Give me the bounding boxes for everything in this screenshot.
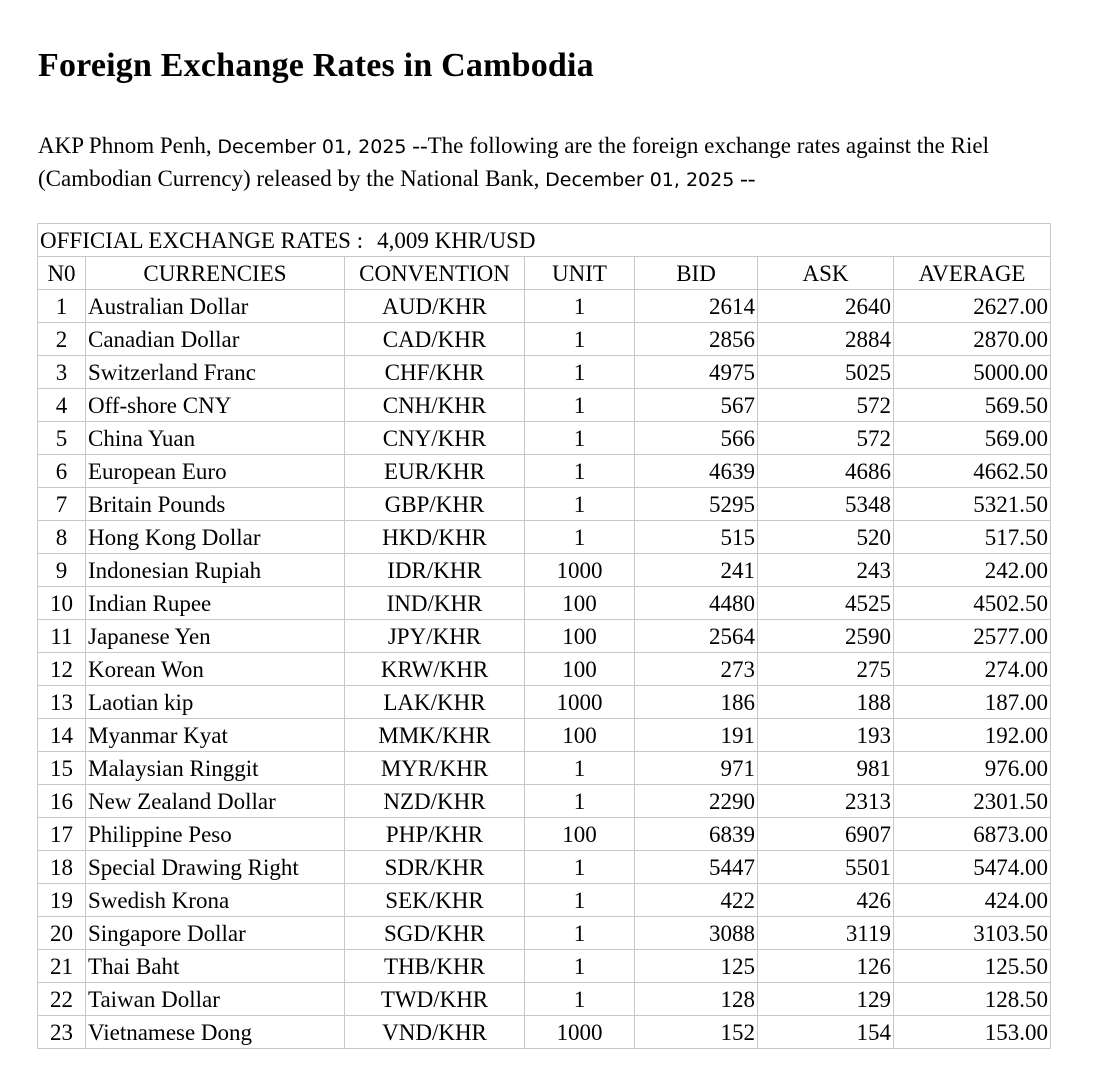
table-row bbox=[38, 653, 1051, 686]
currency-name: Australian Dollar bbox=[86, 290, 345, 323]
currency-convention: THB/KHR bbox=[345, 950, 525, 983]
currency-convention: IND/KHR bbox=[345, 587, 525, 620]
table-row bbox=[38, 389, 1051, 422]
currency-unit: 1 bbox=[525, 983, 635, 1016]
average-rate: 274.00 bbox=[894, 653, 1051, 686]
intro-middle: --The following are the foreign exchange rates against the Riel (Cambodian Currency) released by the National Bank, bbox=[38, 133, 989, 191]
row-number: 6 bbox=[38, 455, 86, 488]
currency-name: Laotian kip bbox=[86, 686, 345, 719]
row-number: 3 bbox=[38, 356, 86, 389]
currency-convention: SEK/KHR bbox=[345, 884, 525, 917]
table-row bbox=[38, 884, 1051, 917]
currency-convention: KRW/KHR bbox=[345, 653, 525, 686]
intro-date-2: December 01, 2025 bbox=[545, 169, 735, 191]
bid-rate: 6839 bbox=[635, 818, 758, 851]
currency-convention: CNH/KHR bbox=[345, 389, 525, 422]
currency-name: Canadian Dollar bbox=[86, 323, 345, 356]
table-row bbox=[38, 620, 1051, 653]
average-rate: 125.50 bbox=[894, 950, 1051, 983]
average-rate: 4662.50 bbox=[894, 455, 1051, 488]
ask-rate: 572 bbox=[758, 389, 894, 422]
currency-convention: VND/KHR bbox=[345, 1016, 525, 1049]
row-number: 22 bbox=[38, 983, 86, 1016]
header-unit: UNIT bbox=[525, 257, 635, 290]
ask-rate: 5501 bbox=[758, 851, 894, 884]
currency-convention: MMK/KHR bbox=[345, 719, 525, 752]
table-row bbox=[38, 554, 1051, 587]
currency-name: Indian Rupee bbox=[86, 587, 345, 620]
ask-rate: 4525 bbox=[758, 587, 894, 620]
header-no: N0 bbox=[38, 257, 86, 290]
bid-rate: 241 bbox=[635, 554, 758, 587]
header-average: AVERAGE bbox=[894, 257, 1051, 290]
table-row bbox=[38, 521, 1051, 554]
currency-unit: 1 bbox=[525, 752, 635, 785]
currency-unit: 1 bbox=[525, 422, 635, 455]
average-rate: 5000.00 bbox=[894, 356, 1051, 389]
currency-convention: PHP/KHR bbox=[345, 818, 525, 851]
ask-rate: 6907 bbox=[758, 818, 894, 851]
currency-unit: 1 bbox=[525, 884, 635, 917]
row-number: 4 bbox=[38, 389, 86, 422]
currency-name: Hong Kong Dollar bbox=[86, 521, 345, 554]
bid-rate: 3088 bbox=[635, 917, 758, 950]
average-rate: 6873.00 bbox=[894, 818, 1051, 851]
table-row bbox=[38, 719, 1051, 752]
row-number: 19 bbox=[38, 884, 86, 917]
bid-rate: 566 bbox=[635, 422, 758, 455]
ask-rate: 243 bbox=[758, 554, 894, 587]
row-number: 16 bbox=[38, 785, 86, 818]
row-number: 7 bbox=[38, 488, 86, 521]
bid-rate: 567 bbox=[635, 389, 758, 422]
page-title: Foreign Exchange Rates in Cambodia bbox=[38, 47, 594, 84]
average-rate: 517.50 bbox=[894, 521, 1051, 554]
currency-convention: GBP/KHR bbox=[345, 488, 525, 521]
header-currencies: CURRENCIES bbox=[86, 257, 345, 290]
ask-rate: 5348 bbox=[758, 488, 894, 521]
row-number: 20 bbox=[38, 917, 86, 950]
bid-rate: 515 bbox=[635, 521, 758, 554]
currency-unit: 1 bbox=[525, 290, 635, 323]
currency-unit: 100 bbox=[525, 653, 635, 686]
average-rate: 128.50 bbox=[894, 983, 1051, 1016]
ask-rate: 2590 bbox=[758, 620, 894, 653]
table-row bbox=[38, 818, 1051, 851]
currency-name: Off-shore CNY bbox=[86, 389, 345, 422]
row-number: 12 bbox=[38, 653, 86, 686]
currency-unit: 1000 bbox=[525, 554, 635, 587]
currency-name: Britain Pounds bbox=[86, 488, 345, 521]
table-row bbox=[38, 587, 1051, 620]
ask-rate: 275 bbox=[758, 653, 894, 686]
table-row bbox=[38, 290, 1051, 323]
row-number: 8 bbox=[38, 521, 86, 554]
bid-rate: 2856 bbox=[635, 323, 758, 356]
average-rate: 2301.50 bbox=[894, 785, 1051, 818]
currency-unit: 100 bbox=[525, 719, 635, 752]
ask-rate: 426 bbox=[758, 884, 894, 917]
table-row bbox=[38, 686, 1051, 719]
row-number: 9 bbox=[38, 554, 86, 587]
currency-name: China Yuan bbox=[86, 422, 345, 455]
currency-name: Indonesian Rupiah bbox=[86, 554, 345, 587]
table-row bbox=[38, 950, 1051, 983]
table-header-row bbox=[38, 257, 1051, 290]
table-body bbox=[38, 290, 1051, 1049]
ask-rate: 5025 bbox=[758, 356, 894, 389]
average-rate: 153.00 bbox=[894, 1016, 1051, 1049]
average-rate: 187.00 bbox=[894, 686, 1051, 719]
average-rate: 242.00 bbox=[894, 554, 1051, 587]
currency-name: Singapore Dollar bbox=[86, 917, 345, 950]
currency-unit: 1 bbox=[525, 455, 635, 488]
currency-name: Taiwan Dollar bbox=[86, 983, 345, 1016]
average-rate: 424.00 bbox=[894, 884, 1051, 917]
currency-name: Myanmar Kyat bbox=[86, 719, 345, 752]
currency-unit: 1 bbox=[525, 851, 635, 884]
bid-rate: 4975 bbox=[635, 356, 758, 389]
ask-rate: 4686 bbox=[758, 455, 894, 488]
currency-name: European Euro bbox=[86, 455, 345, 488]
row-number: 2 bbox=[38, 323, 86, 356]
currency-convention: AUD/KHR bbox=[345, 290, 525, 323]
currency-unit: 1 bbox=[525, 488, 635, 521]
row-number: 5 bbox=[38, 422, 86, 455]
official-rate-value: 4,009 KHR/USD bbox=[377, 227, 536, 253]
table-row bbox=[38, 983, 1051, 1016]
ask-rate: 2640 bbox=[758, 290, 894, 323]
currency-unit: 1000 bbox=[525, 1016, 635, 1049]
row-number: 14 bbox=[38, 719, 86, 752]
currency-convention: SDR/KHR bbox=[345, 851, 525, 884]
average-rate: 192.00 bbox=[894, 719, 1051, 752]
currency-unit: 100 bbox=[525, 587, 635, 620]
row-number: 10 bbox=[38, 587, 86, 620]
average-rate: 2627.00 bbox=[894, 290, 1051, 323]
table-row bbox=[38, 323, 1051, 356]
row-number: 21 bbox=[38, 950, 86, 983]
ask-rate: 520 bbox=[758, 521, 894, 554]
table-row bbox=[38, 356, 1051, 389]
currency-convention: EUR/KHR bbox=[345, 455, 525, 488]
official-rate-cell bbox=[38, 224, 1051, 257]
table-row bbox=[38, 422, 1051, 455]
currency-unit: 1 bbox=[525, 356, 635, 389]
ask-rate: 3119 bbox=[758, 917, 894, 950]
bid-rate: 273 bbox=[635, 653, 758, 686]
ask-rate: 572 bbox=[758, 422, 894, 455]
table-row bbox=[38, 785, 1051, 818]
currency-name: Malaysian Ringgit bbox=[86, 752, 345, 785]
currency-convention: IDR/KHR bbox=[345, 554, 525, 587]
currency-convention: MYR/KHR bbox=[345, 752, 525, 785]
currency-name: Japanese Yen bbox=[86, 620, 345, 653]
currency-convention: HKD/KHR bbox=[345, 521, 525, 554]
bid-rate: 191 bbox=[635, 719, 758, 752]
header-bid: BID bbox=[635, 257, 758, 290]
currency-convention: CHF/KHR bbox=[345, 356, 525, 389]
currency-unit: 1 bbox=[525, 389, 635, 422]
currency-name: Vietnamese Dong bbox=[86, 1016, 345, 1049]
table-row bbox=[38, 488, 1051, 521]
header-convention: CONVENTION bbox=[345, 257, 525, 290]
average-rate: 5474.00 bbox=[894, 851, 1051, 884]
intro-prefix: AKP Phnom Penh, bbox=[38, 133, 218, 158]
table-row bbox=[38, 1016, 1051, 1049]
table-row bbox=[38, 752, 1051, 785]
currency-convention: CAD/KHR bbox=[345, 323, 525, 356]
currency-convention: JPY/KHR bbox=[345, 620, 525, 653]
average-rate: 4502.50 bbox=[894, 587, 1051, 620]
currency-convention: TWD/KHR bbox=[345, 983, 525, 1016]
currency-name: Thai Baht bbox=[86, 950, 345, 983]
currency-convention: SGD/KHR bbox=[345, 917, 525, 950]
currency-unit: 1 bbox=[525, 917, 635, 950]
currency-unit: 100 bbox=[525, 818, 635, 851]
currency-unit: 1 bbox=[525, 521, 635, 554]
currency-unit: 100 bbox=[525, 620, 635, 653]
bid-rate: 125 bbox=[635, 950, 758, 983]
ask-rate: 154 bbox=[758, 1016, 894, 1049]
bid-rate: 2614 bbox=[635, 290, 758, 323]
row-number: 18 bbox=[38, 851, 86, 884]
currency-name: Special Drawing Right bbox=[86, 851, 345, 884]
official-rate-row bbox=[38, 224, 1051, 257]
currency-unit: 1000 bbox=[525, 686, 635, 719]
currency-name: New Zealand Dollar bbox=[86, 785, 345, 818]
bid-rate: 152 bbox=[635, 1016, 758, 1049]
currency-unit: 1 bbox=[525, 785, 635, 818]
currency-name: Swedish Krona bbox=[86, 884, 345, 917]
row-number: 11 bbox=[38, 620, 86, 653]
currency-unit: 1 bbox=[525, 950, 635, 983]
currency-name: Philippine Peso bbox=[86, 818, 345, 851]
ask-rate: 2313 bbox=[758, 785, 894, 818]
ask-rate: 188 bbox=[758, 686, 894, 719]
bid-rate: 4639 bbox=[635, 455, 758, 488]
bid-rate: 2290 bbox=[635, 785, 758, 818]
average-rate: 569.50 bbox=[894, 389, 1051, 422]
ask-rate: 129 bbox=[758, 983, 894, 1016]
average-rate: 976.00 bbox=[894, 752, 1051, 785]
bid-rate: 2564 bbox=[635, 620, 758, 653]
row-number: 15 bbox=[38, 752, 86, 785]
bid-rate: 5295 bbox=[635, 488, 758, 521]
row-number: 1 bbox=[38, 290, 86, 323]
average-rate: 5321.50 bbox=[894, 488, 1051, 521]
bid-rate: 4480 bbox=[635, 587, 758, 620]
ask-rate: 981 bbox=[758, 752, 894, 785]
bid-rate: 128 bbox=[635, 983, 758, 1016]
currency-unit: 1 bbox=[525, 323, 635, 356]
currency-convention: LAK/KHR bbox=[345, 686, 525, 719]
intro-paragraph bbox=[38, 130, 1058, 196]
row-number: 17 bbox=[38, 818, 86, 851]
average-rate: 2870.00 bbox=[894, 323, 1051, 356]
bid-rate: 971 bbox=[635, 752, 758, 785]
average-rate: 3103.50 bbox=[894, 917, 1051, 950]
bid-rate: 5447 bbox=[635, 851, 758, 884]
ask-rate: 126 bbox=[758, 950, 894, 983]
bid-rate: 422 bbox=[635, 884, 758, 917]
table-row bbox=[38, 851, 1051, 884]
bid-rate: 186 bbox=[635, 686, 758, 719]
official-rate-label: OFFICIAL EXCHANGE RATES : bbox=[40, 227, 364, 253]
row-number: 23 bbox=[38, 1016, 86, 1049]
ask-rate: 193 bbox=[758, 719, 894, 752]
ask-rate: 2884 bbox=[758, 323, 894, 356]
intro-date: December 01, 2025 bbox=[217, 136, 407, 158]
intro-suffix: -- bbox=[734, 166, 756, 191]
row-number: 13 bbox=[38, 686, 86, 719]
currency-convention: CNY/KHR bbox=[345, 422, 525, 455]
header-ask: ASK bbox=[758, 257, 894, 290]
currency-convention: NZD/KHR bbox=[345, 785, 525, 818]
table-row bbox=[38, 917, 1051, 950]
currency-name: Switzerland Franc bbox=[86, 356, 345, 389]
exchange-rates-table bbox=[37, 223, 1051, 1049]
average-rate: 569.00 bbox=[894, 422, 1051, 455]
table-row bbox=[38, 455, 1051, 488]
currency-name: Korean Won bbox=[86, 653, 345, 686]
average-rate: 2577.00 bbox=[894, 620, 1051, 653]
